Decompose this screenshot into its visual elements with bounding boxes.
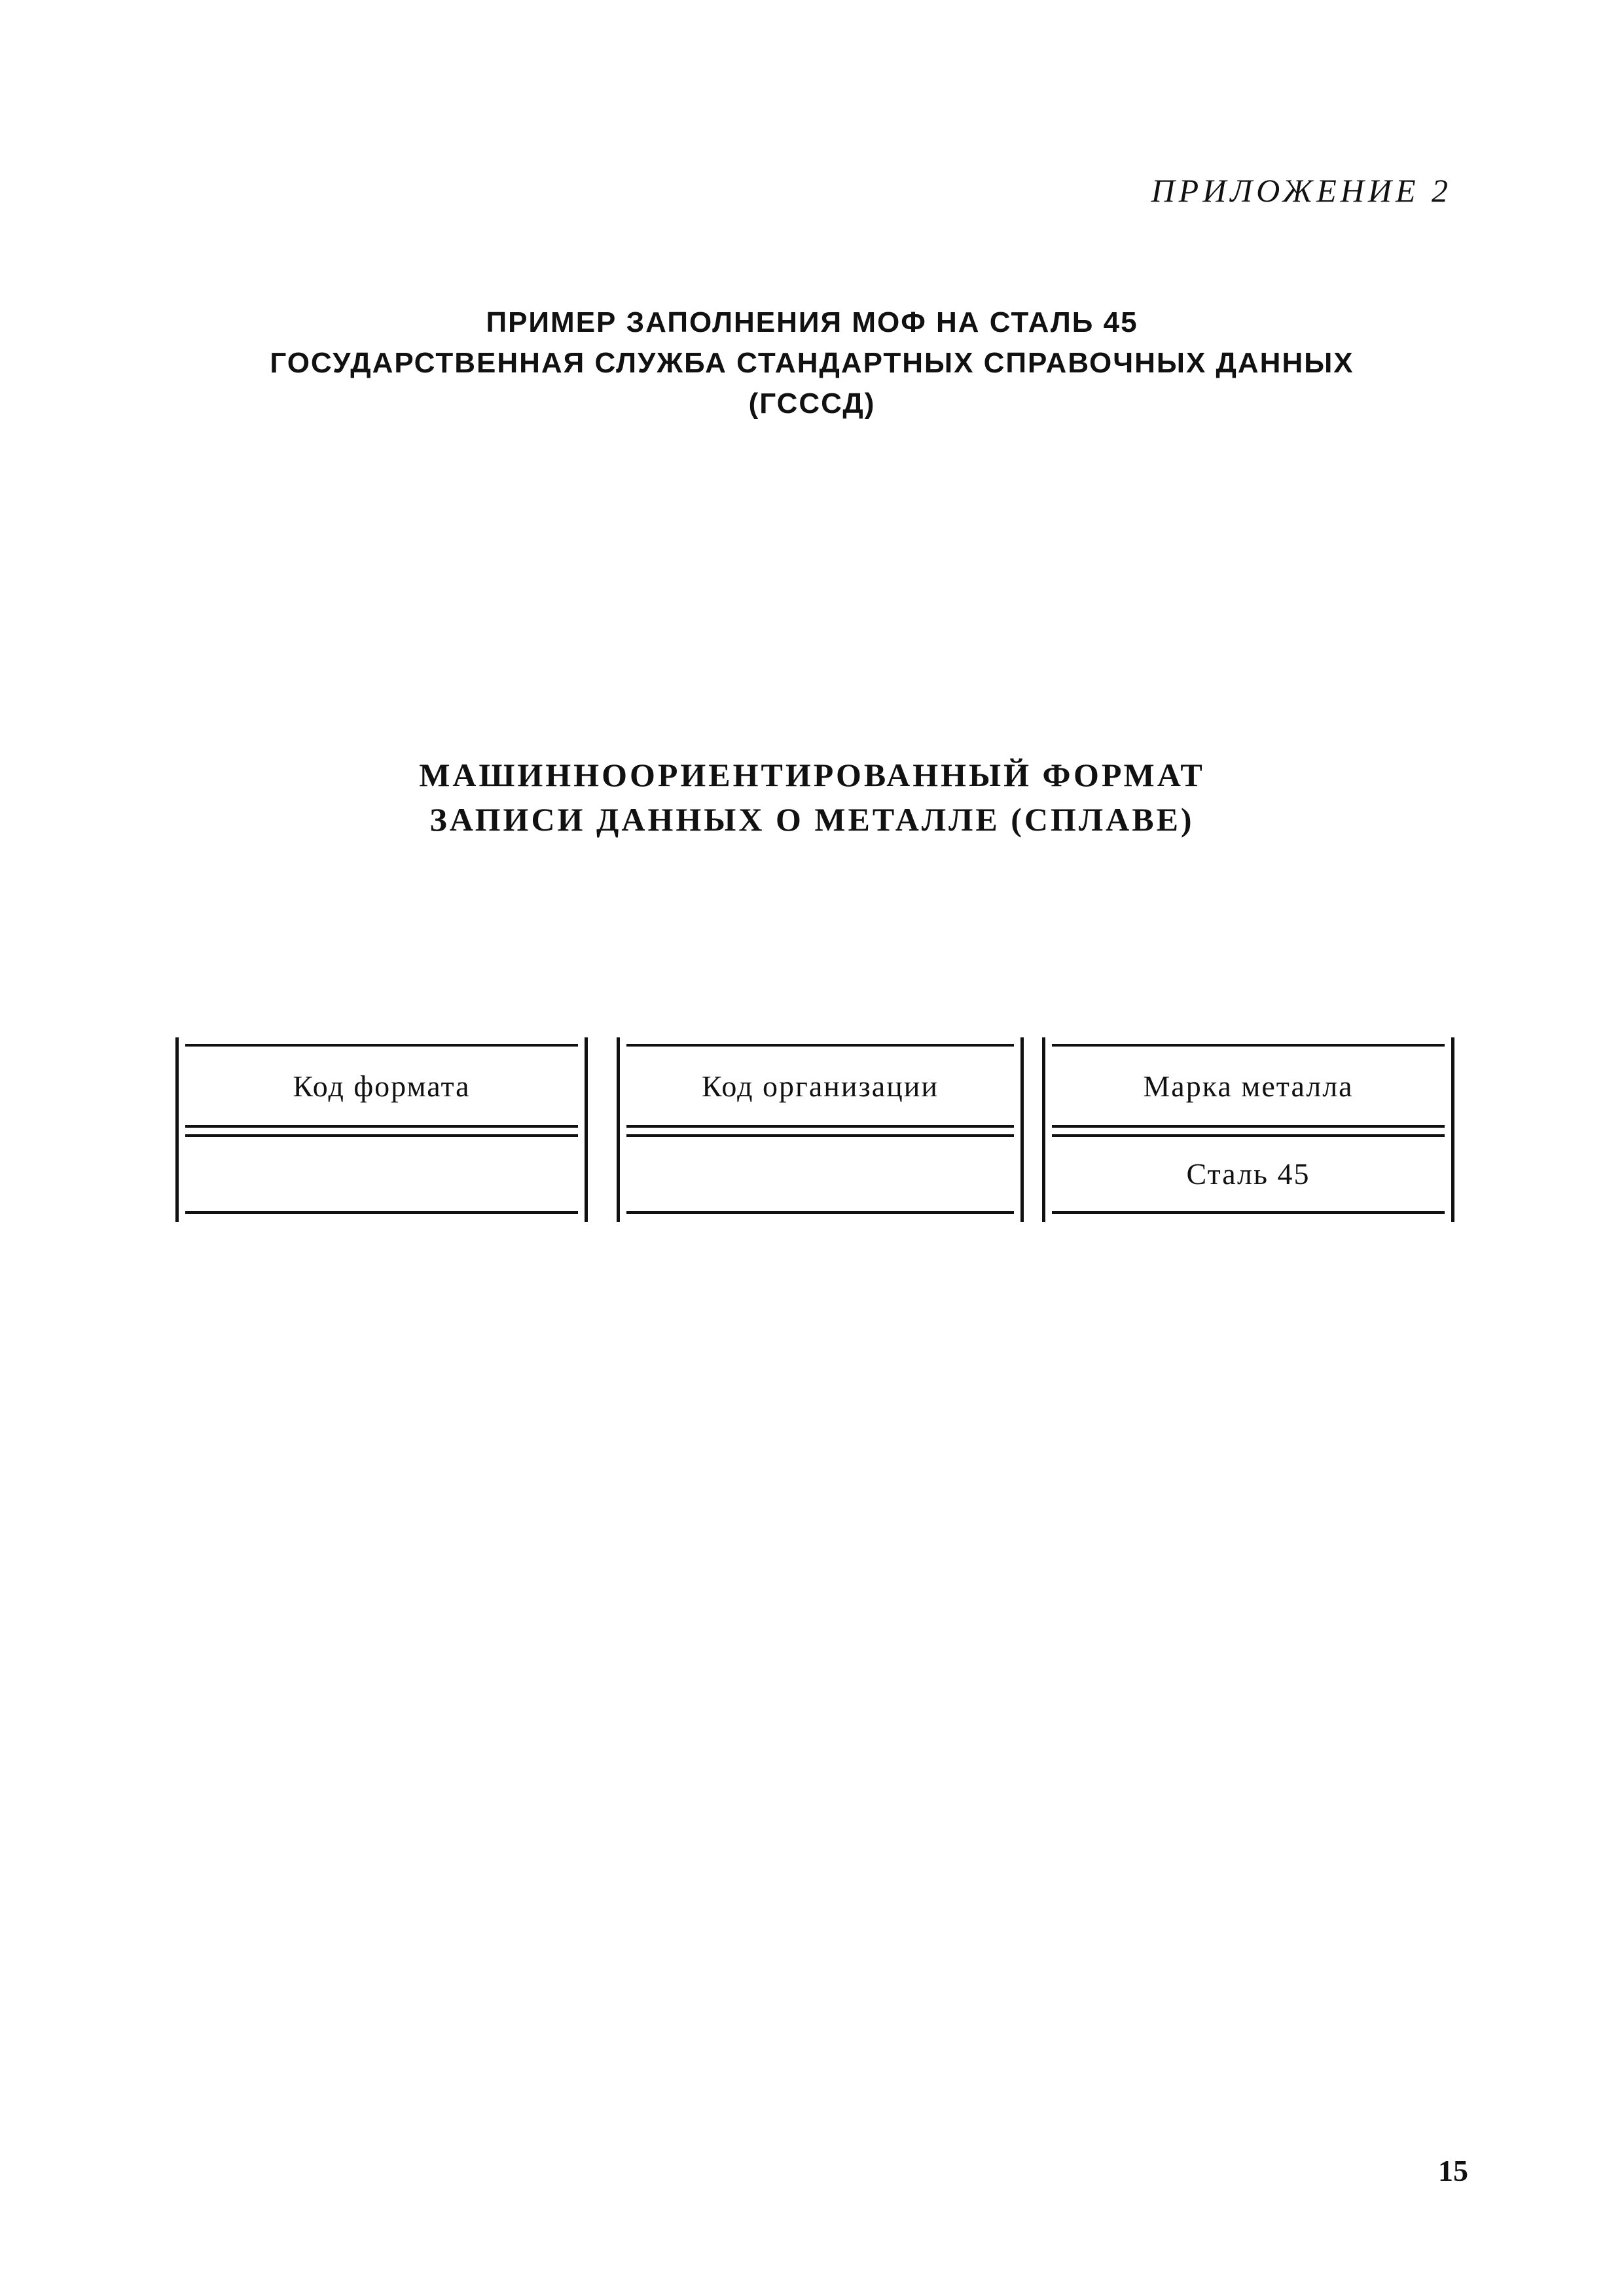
format-title-line-1: МАШИННООРИЕНТИРОВАННЫЙ ФОРМАТ	[419, 757, 1205, 793]
example-heading-line-3: (ГСССД)	[748, 387, 876, 420]
field-label-metal-grade: Марка металла	[1052, 1044, 1445, 1128]
field-label-organization-code: Код организации	[626, 1044, 1014, 1128]
example-heading-line-2: ГОСУДАРСТВЕННАЯ СЛУЖБА СТАНДАРТНЫХ СПРАВОЧНЫХ ДАННЫХ	[270, 347, 1354, 379]
field-value-format-code	[185, 1134, 578, 1214]
page-number: 15	[1438, 2154, 1468, 2187]
field-value-metal-grade: Сталь 45	[1052, 1134, 1445, 1214]
example-heading	[0, 302, 1624, 424]
field-box-organization-code	[617, 1037, 1024, 1222]
appendix-label: ПРИЛОЖЕНИЕ 2	[1151, 172, 1452, 209]
example-heading-line-1: ПРИМЕР ЗАПОЛНЕНИЯ МОФ НА СТАЛЬ 45	[486, 306, 1138, 338]
field-box-format-code	[175, 1037, 588, 1222]
format-title-line-2: ЗАПИСИ ДАННЫХ О МЕТАЛЛЕ (СПЛАВЕ)	[429, 801, 1195, 838]
field-value-organization-code	[626, 1134, 1014, 1214]
field-box-metal-grade	[1042, 1037, 1454, 1222]
format-title	[0, 753, 1624, 842]
field-label-format-code: Код формата	[185, 1044, 578, 1128]
